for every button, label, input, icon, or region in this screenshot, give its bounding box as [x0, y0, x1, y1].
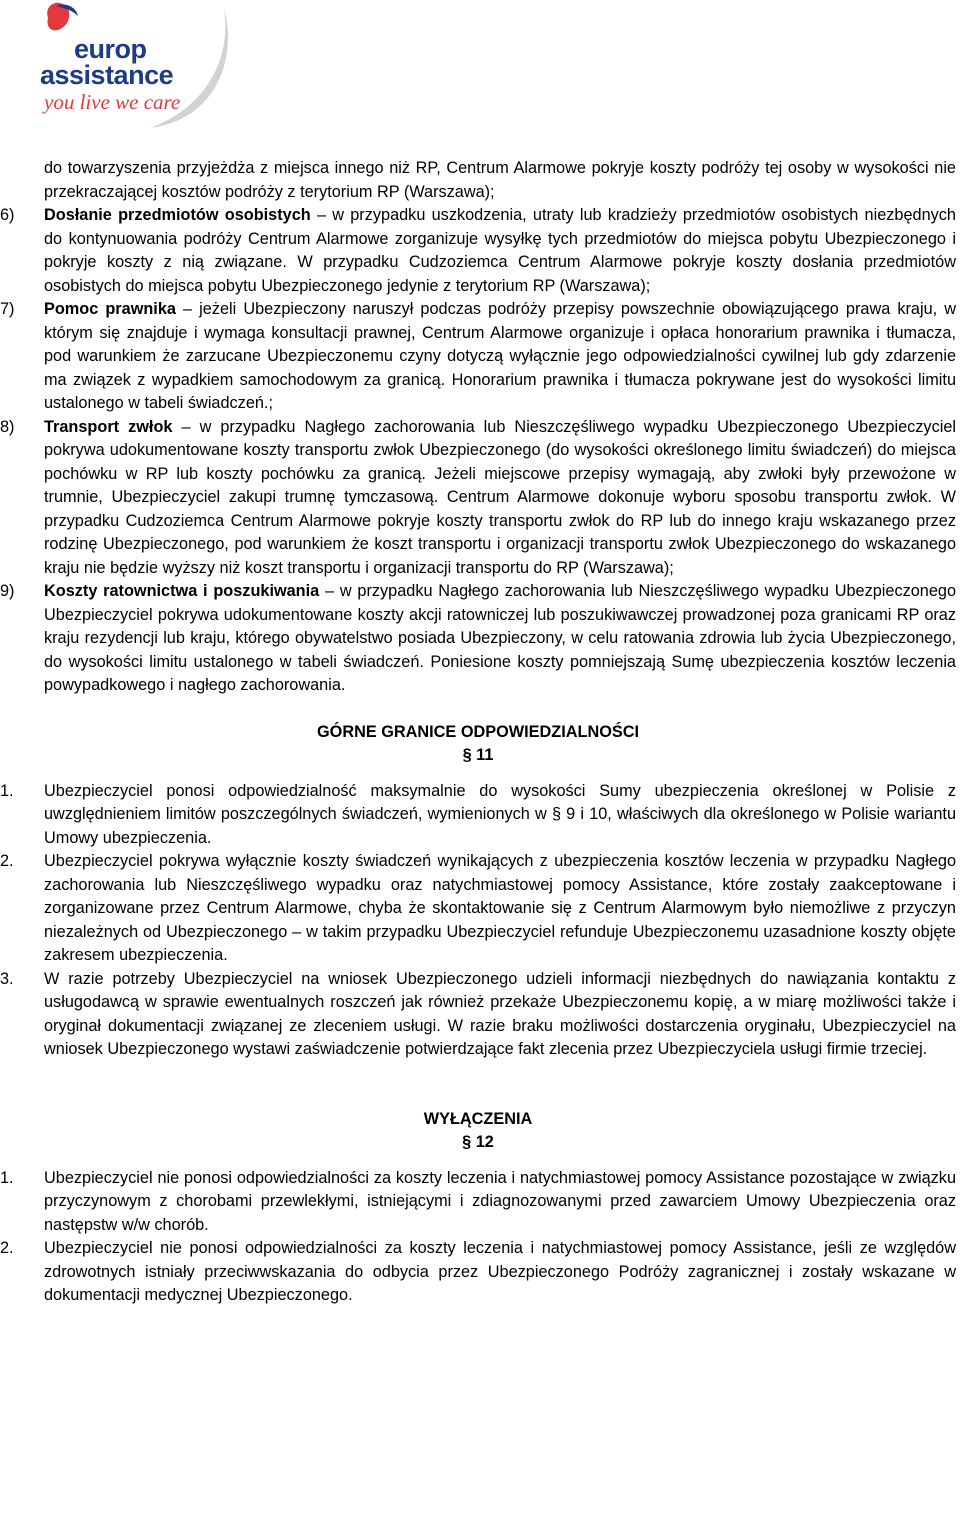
- company-logo: [0, 0, 240, 150]
- list-item-7: [0, 298, 956, 416]
- item-title: Transport zwłok: [44, 417, 173, 436]
- list-item-9: [0, 580, 956, 698]
- item-number: 9): [0, 582, 15, 600]
- item-title: Pomoc prawnika: [44, 300, 176, 318]
- logo-line1: europ: [74, 34, 147, 64]
- item-title: Dosłanie przedmiotów osobistych: [44, 206, 311, 224]
- section-11-paragraph-number: § 11: [462, 746, 494, 764]
- section-12-title: WYŁĄCZENIA: [423, 1109, 533, 1128]
- item-number: 8): [0, 417, 15, 436]
- list-item-6: [0, 204, 956, 298]
- item-number: 1.: [0, 781, 14, 800]
- item-text: W razie potrzeby Ubezpieczyciel na wniosek Ubezpieczonego udzieli informacji niezbędnych do nawiązania kontaktu z usługodawcą w sprawie ewentualnych roszczeń jak również przekaże Ubezpieczonemu kopię, a w miarę możliwości także i oryginał dokumentacji związanej ze zleceniem usługi. W razie braku możliwości dostarczenia oryginału, Ubezpieczyciel na wniosek Ubezpieczonego wystawi zaświadczenie potwierdzające fakt zlecenia przez Ubezpieczyciela usługi firmie trzeciej.: [44, 969, 956, 1058]
- item-text: – w przypadku uszkodzenia, utraty lub kradzieży przedmiotów osobistych niezbędnych do kontynuowania podróży Centrum Alarmowe zorganizuje wysyłkę tych przedmiotów do miejsca pobytu Ubezpieczonego i pokryje koszty z nią związane. W przypadku Cudzoziemca Centrum Alarmowe pokryje koszty dosłania przedmiotów osobistych do miejsca pobytu Ubezpieczonego jedynie z terytorium RP (Warszawa);: [44, 206, 956, 295]
- item-number: 2.: [0, 852, 14, 870]
- item-text: – w przypadku Nagłego zachorowania lub Nieszczęśliwego wypadku Ubezpieczonego Ubezpieczyciel pokrywa udokumentowane koszty akcji ratowniczej lub poszukiwawczej prowadzonej poza granicami RP oraz kraju rezydencji lub kraju, którego obywatelstwo posiada Ubezpieczony, w celu ratowania zdrowia lub życia Ubezpieczonego, do wysokości limitu ustalonego w tabeli świadczeń. Poniesione koszty pomniejszają Sumę ubezpieczenia kosztów leczenia powypadkowego i nagłego zachorowania.: [44, 582, 956, 694]
- item-text: – w przypadku Nagłego zachorowania lub Nieszczęśliwego wypadku Ubezpieczonego Ubezpieczyciel pokrywa udokumentowane koszty transportu zwłok Ubezpieczonego (do wysokości określonego limitu świadczeń) do miejsca pochówku w RP lub koszty pochówku za granicą. Jeżeli miejscowe przepisy wymagają, aby zwłoki były przewożone w trumnie, Ubezpieczyciel zakupi trumnę tymczasową. Centrum Alarmowe dokonuje wyboru sposobu transportu zwłok. W przypadku Cudzoziemca Centrum Alarmowe pokryje koszty transportu zwłok do RP lub do innego kraju wskazanego przez rodzinę Ubezpieczonego, pod warunkiem że koszt transportu i organizacji transportu zwłok Ubezpieczonego do wskazanego kraju nie będzie wyższy niż koszt transportu i organizacji transportu do RP (Warszawa);: [44, 417, 957, 577]
- item-text: Ubezpieczyciel ponosi odpowiedzialność maksymalnie do wysokości Sumy ubezpieczenia określonej w Polisie z uwzględnieniem limitów poszczególnych świadczeń, wymienionych w § 9 i 10, właściwych dla określonego w Polisie wariantu Umowy ubezpieczenia.: [44, 781, 956, 847]
- item-text: Ubezpieczyciel pokrywa wyłącznie koszty świadczeń wynikających z ubezpieczenia kosztów leczenia w przypadku Nagłego zachorowania lub Nieszczęśliwego wypadku oraz natychmiastowej pomocy Assistance, które zostały zaakceptowane i zorganizowane przez Centrum Alarmowe, chyba że skontaktowanie się z Centrum Alarmowym było niemożliwe z przyczyn niezależnych od Ubezpieczonego – w takim przypadku Ubezpieczyciel refunduje Ubezpieczonemu uzasadnione koszty objęte zakresem ubezpieczenia.: [44, 852, 956, 964]
- list-item-8: [0, 416, 956, 581]
- item-text: Ubezpieczyciel nie ponosi odpowiedzialności za koszty leczenia i natychmiastowej pomocy Assistance, jeśli ze względów zdrowotnych istniały przeciwwskazania do odbycia przez Ubezpieczonego Podróży zagranicznej i zostały wskazane w dokumentacji medycznej Ubezpieczonego.: [44, 1239, 956, 1304]
- intro-paragraph: do towarzyszenia przyjeżdża z miejsca innego niż RP, Centrum Alarmowe pokryje koszty podróży tej osoby w wysokości nie przekraczającej kosztów podróży z terytorium RP (Warszawa);: [44, 159, 956, 201]
- section-11-item-1: [0, 780, 956, 851]
- item-number: 6): [0, 206, 15, 224]
- document-body: [0, 157, 956, 1308]
- section-11-title: GÓRNE GRANICE ODPOWIEDZIALNOŚCI: [316, 722, 640, 741]
- item-number: 7): [0, 300, 15, 318]
- section-11-item-2: [0, 850, 956, 968]
- item-title: Koszty ratownictwa i poszukiwania: [44, 582, 320, 600]
- item-number: 3.: [0, 969, 14, 988]
- item-text: Ubezpieczyciel nie ponosi odpowiedzialności za koszty leczenia i natychmiastowej pomocy Assistance pozostające w związku przyczynowym z chorobami przewlekłymi, istniejącymi i zdiagnozowanymi przed zawarciem Umowy Ubezpieczenia oraz następstw w/w chorób.: [44, 1168, 956, 1234]
- item-text: – jeżeli Ubezpieczony naruszył podczas podróży przepisy powszechnie obowiązującego prawa kraju, w którym się znajduje i wymaga konsultacji prawnej, Centrum Alarmowe organizuje i opłaca honorarium prawnika i tłumacza, pod warunkiem że zarzucane Ubezpieczonemu czyny dotyczą wyłącznie jego odpowiedzialności cywilnej lub gdy zdarzenie ma związek z wypadkiem samochodowym za granicą. Honorarium prawnika i tłumacza pokrywane jest do wysokości limitu ustalonego w tabeli świadczeń.;: [44, 300, 957, 412]
- section-12-paragraph-number: § 12: [462, 1133, 494, 1151]
- section-12-item-2: [0, 1237, 956, 1308]
- item-number: 2.: [0, 1239, 14, 1257]
- item-number: 1.: [0, 1168, 14, 1187]
- section-12-item-1: [0, 1167, 956, 1238]
- logo-line2: assistance: [40, 60, 174, 90]
- section-11-item-3: [0, 968, 956, 1062]
- logo-tagline: you live we care: [44, 90, 181, 114]
